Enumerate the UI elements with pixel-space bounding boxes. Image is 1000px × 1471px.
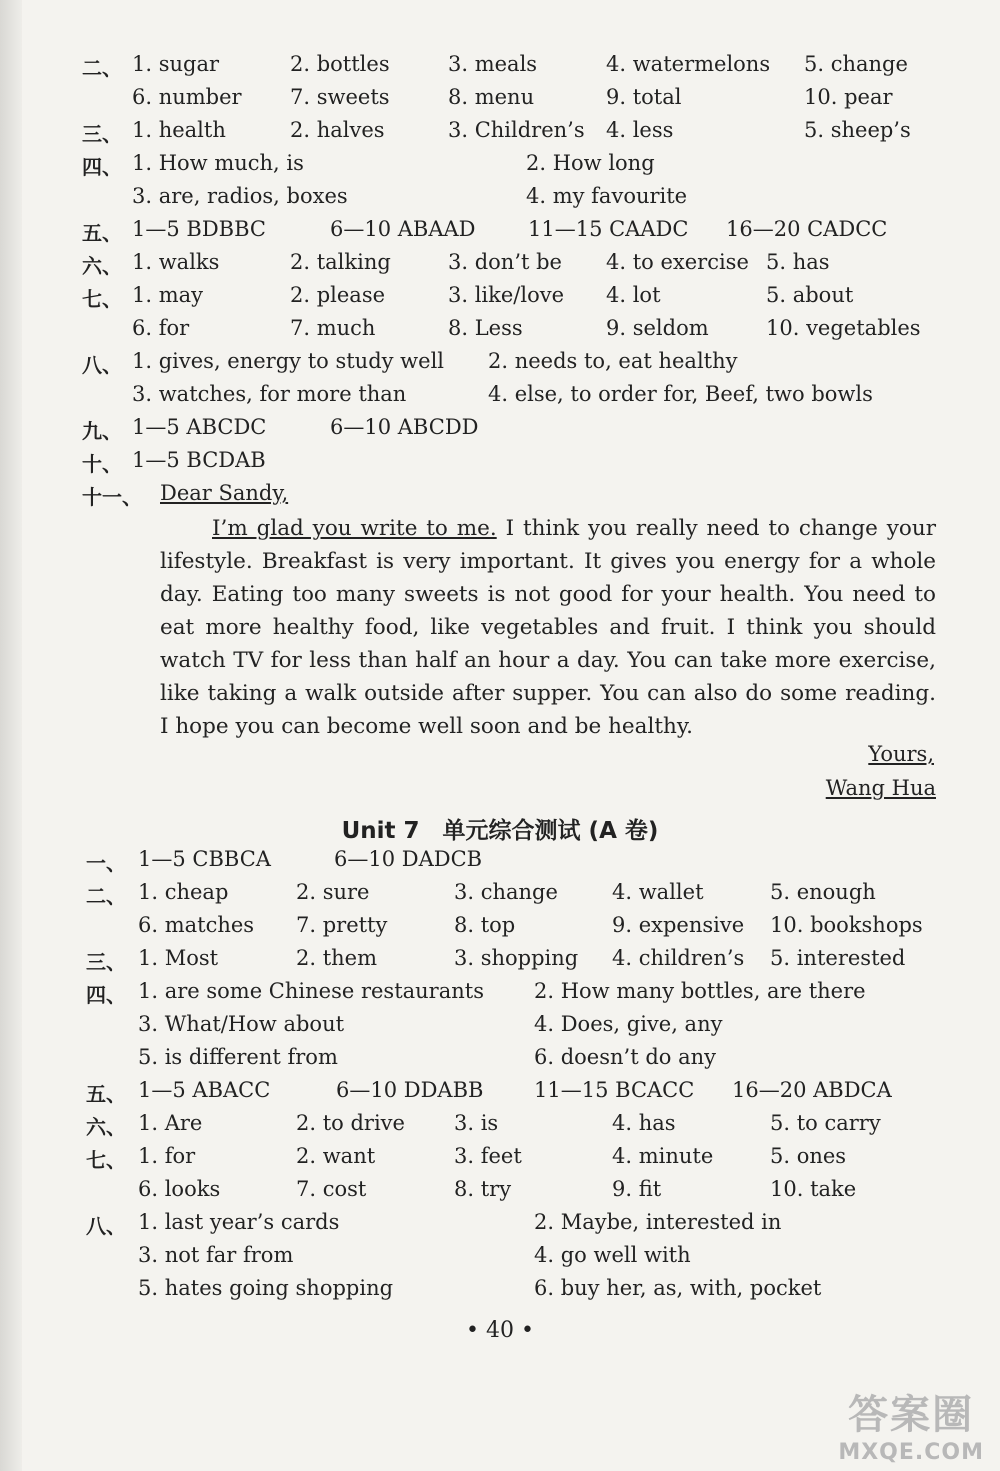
u7-section-7-row-1 <box>86 1144 986 1177</box>
section-number: 二、 <box>86 884 126 908</box>
answer: 16—20 ABDCA <box>732 1078 892 1102</box>
answer: 1. cheap <box>138 880 229 904</box>
answer: 5. about <box>766 283 854 307</box>
answer: 2. halves <box>290 118 385 142</box>
answer: 6. buy her, as, with, pocket <box>534 1276 822 1300</box>
answer: 6—10 ABAAD <box>330 217 476 241</box>
answer: 3. watches, for more than <box>132 382 407 406</box>
section-5-row <box>82 217 982 250</box>
letter-opening: I’m glad you write to me. <box>212 516 497 541</box>
answer: 11—15 BCACC <box>534 1078 695 1102</box>
answer: 5. has <box>766 250 830 274</box>
section-number: 二、 <box>82 56 122 80</box>
answer: 6. number <box>132 85 242 109</box>
answer: 9. fit <box>612 1177 662 1201</box>
section-6-row <box>82 250 982 283</box>
unit-title: Unit 7 单元综合测试 (A 卷) <box>341 818 659 844</box>
answer: 3. feet <box>454 1144 522 1168</box>
u7-section-1-row <box>86 847 986 880</box>
answer: 2. sure <box>296 880 370 904</box>
letter-text: I think you really need to change your lifestyle. Breakfast is very important. It gives you energy for a whole day. Eating too many sweets is not good for your health. You need to eat more healthy food, like vegetables and fruit. I think you should watch TV for less than half an hour a day. You can take more exercise, like taking a walk outside after supper. You can also do some reading. I hope you can become well soon and be healthy. <box>160 516 936 739</box>
answer: 4. go well with <box>534 1243 691 1267</box>
section-number: 一、 <box>86 851 126 875</box>
answer: 5. to carry <box>770 1111 881 1135</box>
u7-section-8-row-2 <box>86 1243 986 1276</box>
section-number: 四、 <box>82 155 122 179</box>
section-11-row <box>82 481 982 514</box>
answer: 9. total <box>606 85 682 109</box>
section-number: 七、 <box>86 1148 126 1172</box>
section-8-row-2 <box>82 382 982 415</box>
answer: 4. watermelons <box>606 52 771 76</box>
answer: 2. How many bottles, are there <box>534 979 866 1003</box>
section-number: 五、 <box>86 1082 126 1106</box>
u7-section-4-row-2 <box>86 1012 986 1045</box>
answer: 2. to drive <box>296 1111 405 1135</box>
answer: 4. my favourite <box>526 184 688 208</box>
answer: 6. doesn’t do any <box>534 1045 716 1069</box>
u7-section-7-row-2 <box>86 1177 986 1210</box>
answer: 4. Does, give, any <box>534 1012 723 1036</box>
scan-edge-shadow <box>0 0 22 1471</box>
answer: 10. take <box>770 1177 857 1201</box>
answer: 2. please <box>290 283 386 307</box>
answer: 9. seldom <box>606 316 709 340</box>
section-number: 六、 <box>86 1115 126 1139</box>
section-2-row-2 <box>82 85 982 118</box>
answer: 8. Less <box>448 316 523 340</box>
answer: 1—5 ABCDC <box>132 415 267 439</box>
section-number: 九、 <box>82 419 122 443</box>
answer: 1—5 BDBBC <box>132 217 266 241</box>
u7-section-3-row <box>86 946 986 979</box>
answer: 8. menu <box>448 85 535 109</box>
section-9-row <box>82 415 982 448</box>
answer: 6—10 DADCB <box>334 847 483 871</box>
answer: 8. try <box>454 1177 512 1201</box>
section-number: 七、 <box>82 287 122 311</box>
answer: 5. sheep’s <box>804 118 911 142</box>
answer: 1. Most <box>138 946 219 970</box>
letter-greeting: Dear Sandy, <box>160 481 289 505</box>
answer: 1. How much, is <box>132 151 304 175</box>
answer: 5. enough <box>770 880 876 904</box>
answer: 1. health <box>132 118 226 142</box>
letter-signature: Wang Hua <box>825 776 936 800</box>
answer: 3. change <box>454 880 558 904</box>
answer: 5. is different from <box>138 1045 338 1069</box>
section-4-row-1 <box>82 151 982 184</box>
answer: 1. gives, energy to study well <box>132 349 445 373</box>
answer: 2. want <box>296 1144 376 1168</box>
answer: 4. lot <box>606 283 661 307</box>
u7-section-2-row-1 <box>86 880 986 913</box>
answer: 7. sweets <box>290 85 390 109</box>
answer: 1—5 BCDAB <box>132 448 266 472</box>
u7-section-5-row <box>86 1078 986 1111</box>
section-number: 八、 <box>82 353 122 377</box>
answer: 1. last year’s cards <box>138 1210 340 1234</box>
answer: 4. wallet <box>612 880 704 904</box>
u7-section-4-row-1 <box>86 979 986 1012</box>
answer: 7. much <box>290 316 376 340</box>
answer: 6. for <box>132 316 190 340</box>
answer: 2. needs to, eat healthy <box>488 349 738 373</box>
answer: 5. ones <box>770 1144 847 1168</box>
answer: 3. like/love <box>448 283 565 307</box>
answer: 6. matches <box>138 913 255 937</box>
answer: 2. Maybe, interested in <box>534 1210 782 1234</box>
answer: 1. for <box>138 1144 196 1168</box>
answer: 3. Children’s <box>448 118 585 142</box>
answer: 3. is <box>454 1111 499 1135</box>
answer: 1. Are <box>138 1111 203 1135</box>
u7-section-8-row-1 <box>86 1210 986 1243</box>
answer: 6—10 DDABB <box>336 1078 484 1102</box>
answer: 4. less <box>606 118 674 142</box>
u7-section-4-row-3 <box>86 1045 986 1078</box>
answer: 1. are some Chinese restaurants <box>138 979 484 1003</box>
answer: 6. looks <box>138 1177 221 1201</box>
section-number: 四、 <box>86 983 126 1007</box>
answer: 7. cost <box>296 1177 367 1201</box>
answer: 5. interested <box>770 946 906 970</box>
answer: 2. How long <box>526 151 655 175</box>
section-2-row-1 <box>82 52 982 85</box>
u7-section-6-row <box>86 1111 986 1144</box>
watermark-logo-text: 答案圈 <box>848 1392 975 1438</box>
section-number: 十、 <box>82 452 122 476</box>
section-number: 六、 <box>82 254 122 278</box>
answer: 4. has <box>612 1111 676 1135</box>
section-number: 三、 <box>82 122 122 146</box>
answer: 3. What/How about <box>138 1012 345 1036</box>
answer: 10. pear <box>804 85 893 109</box>
answer: 10. vegetables <box>766 316 921 340</box>
section-7-row-1 <box>82 283 982 316</box>
answer: 5. change <box>804 52 908 76</box>
answer: 1. may <box>132 283 204 307</box>
answer: 2. talking <box>290 250 391 274</box>
section-number: 三、 <box>86 950 126 974</box>
section-3-row <box>82 118 982 151</box>
watermark <box>838 1383 984 1465</box>
answer: 3. shopping <box>454 946 579 970</box>
answer: 8. top <box>454 913 516 937</box>
letter-body <box>160 512 936 743</box>
answer: 1—5 CBBCA <box>138 847 271 871</box>
answer: 10. bookshops <box>770 913 923 937</box>
answer: 5. hates going shopping <box>138 1276 394 1300</box>
answer: 11—15 CAADC <box>528 217 689 241</box>
page-number: • 40 • <box>466 1318 534 1343</box>
u7-section-2-row-2 <box>86 913 986 946</box>
answer: 1—5 ABACC <box>138 1078 271 1102</box>
answer: 1. sugar <box>132 52 220 76</box>
answer: 3. not far from <box>138 1243 294 1267</box>
letter-closing: Yours, <box>868 742 934 766</box>
section-number: 十一、 <box>82 485 142 509</box>
answer: 4. minute <box>612 1144 714 1168</box>
section-number: 五、 <box>82 221 122 245</box>
answer: 2. them <box>296 946 378 970</box>
answer: 16—20 CADCC <box>726 217 888 241</box>
answer: 4. children’s <box>612 946 745 970</box>
answer: 3. don’t be <box>448 250 562 274</box>
answer: 3. are, radios, boxes <box>132 184 348 208</box>
answer: 2. bottles <box>290 52 390 76</box>
answer: 6—10 ABCDD <box>330 415 479 439</box>
answer: 4. else, to order for, Beef, two bowls <box>488 382 873 406</box>
answer: 3. meals <box>448 52 538 76</box>
section-10-row <box>82 448 982 481</box>
answer: 7. pretty <box>296 913 388 937</box>
section-4-row-2 <box>82 184 982 217</box>
answer: 9. expensive <box>612 913 745 937</box>
answer: 4. to exercise <box>606 250 749 274</box>
section-number: 八、 <box>86 1214 126 1238</box>
answer: 1. walks <box>132 250 220 274</box>
u7-section-8-row-3 <box>86 1276 986 1309</box>
section-8-row-1 <box>82 349 982 382</box>
watermark-domain: MXQE.COM <box>838 1440 984 1465</box>
section-7-row-2 <box>82 316 982 349</box>
